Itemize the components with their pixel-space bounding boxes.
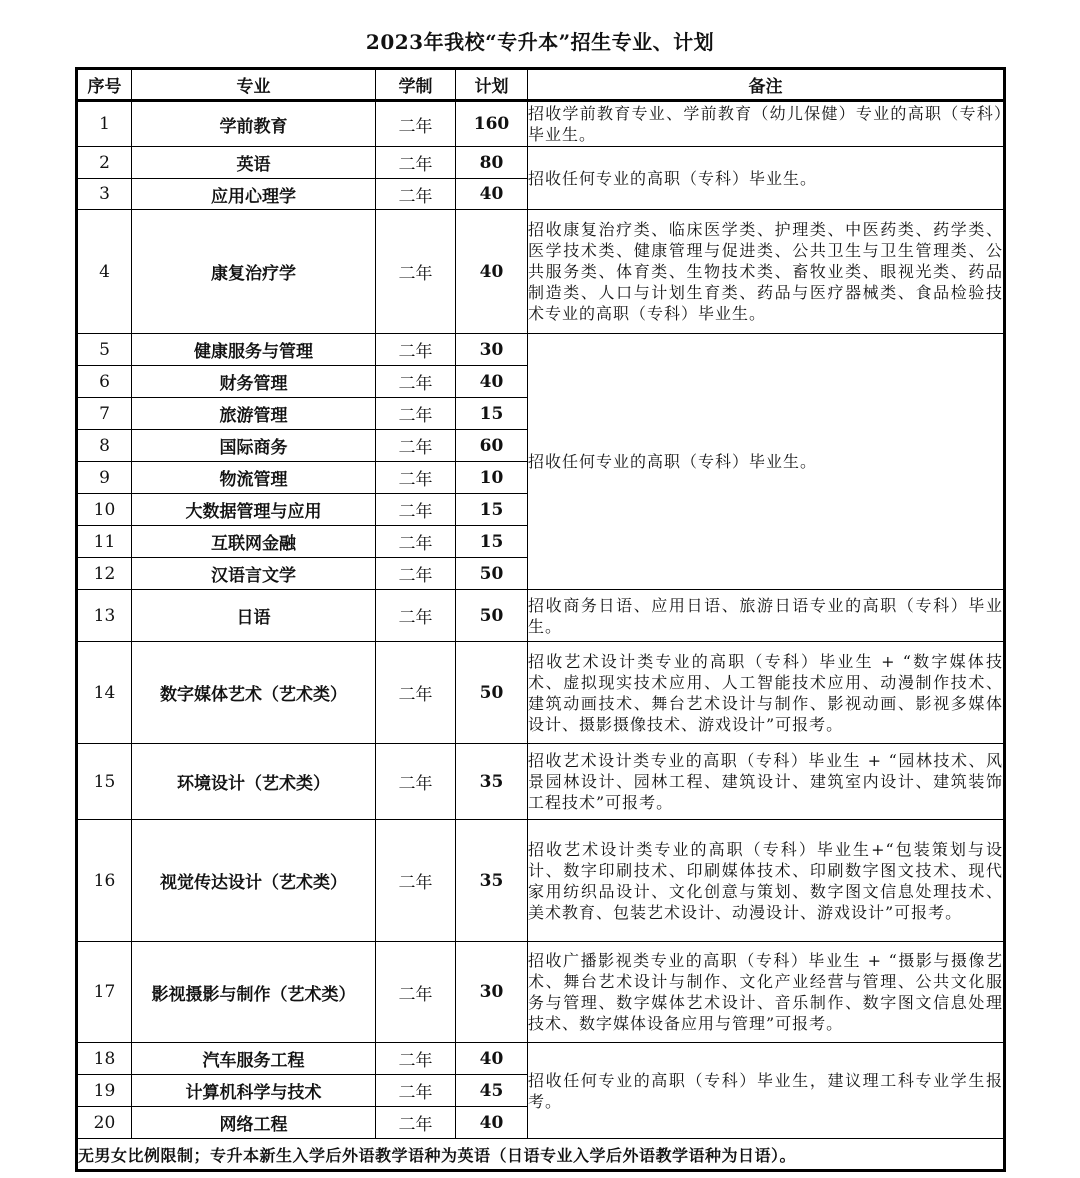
row-note: 招收任何专业的高职（专科）毕业生。	[528, 147, 1005, 210]
row-major: 汽车服务工程	[132, 1043, 376, 1075]
row-major: 影视摄影与制作（艺术类）	[132, 942, 376, 1043]
row-no: 18	[77, 1043, 132, 1075]
row-no: 9	[77, 462, 132, 494]
table-row	[77, 642, 1005, 744]
row-major: 英语	[132, 147, 376, 179]
row-no: 16	[77, 820, 132, 942]
row-plan: 40	[456, 179, 528, 210]
row-no: 20	[77, 1107, 132, 1139]
table-row	[77, 101, 1005, 147]
row-plan: 10	[456, 462, 528, 494]
row-plan: 15	[456, 494, 528, 526]
row-duration: 二年	[376, 642, 456, 744]
row-duration: 二年	[376, 430, 456, 462]
row-note: 招收任何专业的高职（专科）毕业生，建议理工科专业学生报考。	[528, 1043, 1005, 1139]
row-plan: 50	[456, 590, 528, 642]
row-plan: 15	[456, 526, 528, 558]
row-plan: 30	[456, 334, 528, 366]
row-major: 物流管理	[132, 462, 376, 494]
table-row	[77, 147, 1005, 179]
row-duration: 二年	[376, 147, 456, 179]
row-no: 6	[77, 366, 132, 398]
row-note: 招收广播影视类专业的高职（专科）毕业生 + “摄影与摄像艺术、舞台艺术设计与制作、文化产业经营与管理、公共文化服务与管理、数字媒体艺术设计、音乐制作、数字图文信息处理技术、数字媒体设备应用与管理”可报考。	[528, 942, 1005, 1043]
row-plan: 50	[456, 642, 528, 744]
header-duration: 学制	[376, 69, 456, 101]
row-duration: 二年	[376, 1043, 456, 1075]
row-major: 环境设计（艺术类）	[132, 744, 376, 820]
row-plan: 50	[456, 558, 528, 590]
row-no: 8	[77, 430, 132, 462]
table-row	[77, 210, 1005, 334]
table-row	[77, 334, 1005, 366]
row-major: 日语	[132, 590, 376, 642]
row-no: 12	[77, 558, 132, 590]
row-duration: 二年	[376, 398, 456, 430]
row-no: 19	[77, 1075, 132, 1107]
row-plan: 40	[456, 366, 528, 398]
footer-row	[77, 1139, 1005, 1171]
row-duration: 二年	[376, 526, 456, 558]
header-plan: 计划	[456, 69, 528, 101]
row-duration: 二年	[376, 820, 456, 942]
row-no: 5	[77, 334, 132, 366]
row-major: 汉语言文学	[132, 558, 376, 590]
table-row	[77, 590, 1005, 642]
table-row	[77, 744, 1005, 820]
row-no: 15	[77, 744, 132, 820]
table-row	[77, 820, 1005, 942]
row-plan: 30	[456, 942, 528, 1043]
row-plan: 80	[456, 147, 528, 179]
row-note: 招收艺术设计类专业的高职（专科）毕业生 + “数字媒体技术、虚拟现实技术应用、人工智能技术应用、动漫制作技术、建筑动画技术、舞台艺术设计与制作、影视动画、影视多媒体设计、摄影摄像技术、游戏设计”可报考。	[528, 642, 1005, 744]
row-duration: 二年	[376, 334, 456, 366]
row-major: 财务管理	[132, 366, 376, 398]
row-major: 学前教育	[132, 101, 376, 147]
row-no: 14	[77, 642, 132, 744]
row-note: 招收艺术设计类专业的高职（专科）毕业生+“包装策划与设计、数字印刷技术、印刷媒体技术、印刷数字图文技术、现代家用纺织品设计、文化创意与策划、数字图文信息处理技术、美术教育、包装艺术设计、动漫设计、游戏设计”可报考。	[528, 820, 1005, 942]
row-duration: 二年	[376, 462, 456, 494]
row-major: 健康服务与管理	[132, 334, 376, 366]
row-no: 11	[77, 526, 132, 558]
row-plan: 35	[456, 820, 528, 942]
row-no: 7	[77, 398, 132, 430]
row-no: 17	[77, 942, 132, 1043]
row-no: 4	[77, 210, 132, 334]
row-major: 网络工程	[132, 1107, 376, 1139]
row-duration: 二年	[376, 942, 456, 1043]
page-title: 2023年我校“专升本”招生专业、计划	[365, 30, 715, 54]
row-note: 招收任何专业的高职（专科）毕业生。	[528, 334, 1005, 590]
row-duration: 二年	[376, 590, 456, 642]
row-duration: 二年	[376, 1075, 456, 1107]
row-major: 国际商务	[132, 430, 376, 462]
row-no: 10	[77, 494, 132, 526]
row-duration: 二年	[376, 210, 456, 334]
row-major: 数字媒体艺术（艺术类）	[132, 642, 376, 744]
row-duration: 二年	[376, 494, 456, 526]
row-note: 招收艺术设计类专业的高职（专科）毕业生 + “园林技术、风景园林设计、园林工程、建筑设计、建筑室内设计、建筑装饰工程技术”可报考。	[528, 744, 1005, 820]
header-note: 备注	[528, 69, 1005, 101]
row-no: 1	[77, 101, 132, 147]
header-no: 序号	[77, 69, 132, 101]
row-major: 计算机科学与技术	[132, 1075, 376, 1107]
row-duration: 二年	[376, 101, 456, 147]
row-major: 互联网金融	[132, 526, 376, 558]
row-plan: 35	[456, 744, 528, 820]
row-duration: 二年	[376, 744, 456, 820]
row-major: 旅游管理	[132, 398, 376, 430]
row-major: 大数据管理与应用	[132, 494, 376, 526]
row-plan: 15	[456, 398, 528, 430]
row-duration: 二年	[376, 366, 456, 398]
row-plan: 60	[456, 430, 528, 462]
row-duration: 二年	[376, 1107, 456, 1139]
table-row	[77, 1043, 1005, 1075]
row-plan: 40	[456, 210, 528, 334]
row-no: 3	[77, 179, 132, 210]
table-body	[77, 69, 1005, 1139]
row-duration: 二年	[376, 179, 456, 210]
row-plan: 45	[456, 1075, 528, 1107]
row-no: 2	[77, 147, 132, 179]
footer-note: 无男女比例限制；专升本新生入学后外语教学语种为英语（日语专业入学后外语教学语种为日语）。	[77, 1139, 1005, 1171]
row-duration: 二年	[376, 558, 456, 590]
row-note: 招收学前教育专业、学前教育（幼儿保健）专业的高职（专科）毕业生。	[528, 101, 1005, 147]
row-major: 应用心理学	[132, 179, 376, 210]
row-plan: 160	[456, 101, 528, 147]
row-plan: 40	[456, 1043, 528, 1075]
table-row	[77, 942, 1005, 1043]
row-major: 视觉传达设计（艺术类）	[132, 820, 376, 942]
enrollment-plan-table	[75, 67, 1006, 1172]
row-plan: 40	[456, 1107, 528, 1139]
row-major: 康复治疗学	[132, 210, 376, 334]
row-note: 招收康复治疗类、临床医学类、护理类、中医药类、药学类、医学技术类、健康管理与促进类、公共卫生与卫生管理类、公共服务类、体育类、生物技术类、畜牧业类、眼视光类、药品制造类、人口与计划生育类、药品与医疗器械类、食品检验技术专业的高职（专科）毕业生。	[528, 210, 1005, 334]
row-no: 13	[77, 590, 132, 642]
table-header-row	[77, 69, 1005, 101]
header-major: 专业	[132, 69, 376, 101]
row-note: 招收商务日语、应用日语、旅游日语专业的高职（专科）毕业生。	[528, 590, 1005, 642]
